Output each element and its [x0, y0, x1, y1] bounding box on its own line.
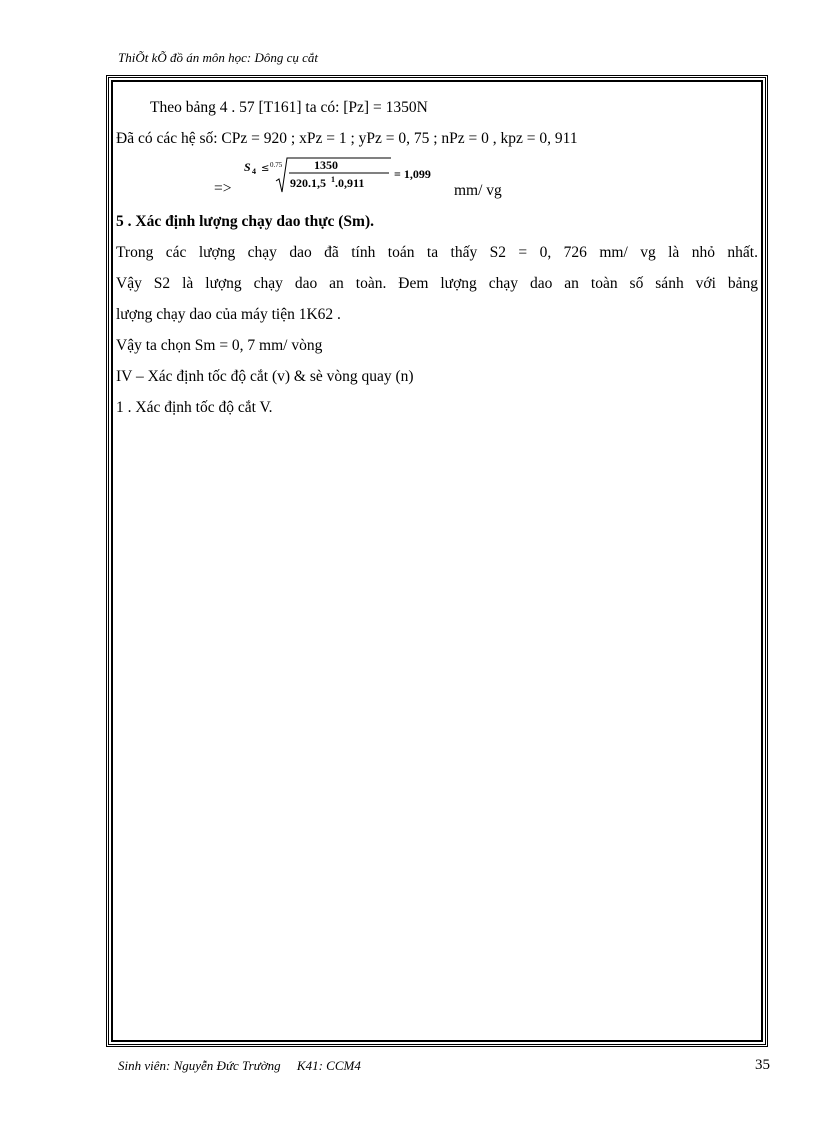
formula-arrow: =>	[214, 180, 232, 197]
paragraph-line-3: lượng chạy dao của máy tiện 1K62 .	[116, 306, 341, 323]
text-line-coefficients: Đã có các hệ số: CPz = 920 ; xPz = 1 ; yPz = 0, 75 ; nPz = 0 , kpz = 0, 911	[116, 130, 578, 147]
text-line-pz: Theo bảng 4 . 57 [T161] ta có: [Pz] = 1350N	[150, 99, 428, 116]
formula-s4	[116, 154, 758, 206]
formula-den-sup: 1	[331, 175, 335, 184]
formula-leq: ≤	[261, 163, 270, 174]
formula-lhs: S	[244, 160, 251, 174]
document-body	[116, 92, 758, 423]
formula-denominator: 920.1,5	[290, 176, 326, 190]
formula-numerator: 1350	[314, 158, 338, 172]
page-header: ThiÕt kÕ đồ án môn học: Dông cụ cắt	[118, 50, 319, 65]
text-line-choose-sm: Vậy ta chọn Sm = 0, 7 mm/ vòng	[116, 337, 323, 354]
section-5-title: 5 . Xác định lượng chạy dao thực (Sm).	[116, 213, 374, 230]
paragraph-line-2: Vậy S2 là lượng chạy dao an toàn. Đem lượng chạy dao an toàn số sánh với bảng	[116, 275, 758, 292]
formula-root-index: 0.75	[270, 161, 283, 169]
formula-lhs-sub: 4	[252, 167, 256, 176]
formula-den-tail: .0,911	[335, 176, 365, 190]
subsection-1-title: 1 . Xác định tốc độ cắt V.	[116, 399, 273, 416]
section-4-title: IV – Xác định tốc độ cắt (v) & sè vòng quay (n)	[116, 368, 414, 385]
formula-unit: mm/ vg	[454, 182, 502, 199]
formula-graphic	[244, 154, 444, 200]
paragraph-line-1: Trong các lượng chạy dao đã tính toán ta thấy S2 = 0, 726 mm/ vg là nhỏ nhất.	[116, 244, 758, 261]
formula-result: = 1,099	[394, 167, 431, 181]
page-footer-student: Sinh viên: Nguyễn Đức Trường K41: CCM4	[118, 1058, 361, 1073]
page-number: 35	[755, 1057, 770, 1073]
